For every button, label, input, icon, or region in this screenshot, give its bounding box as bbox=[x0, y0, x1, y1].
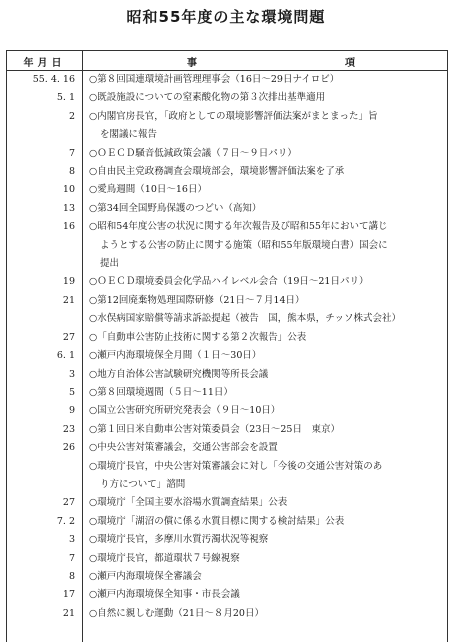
row-date: 26 bbox=[62, 442, 75, 454]
row-date: 6. 1 bbox=[56, 350, 75, 362]
table-row bbox=[7, 550, 447, 568]
event-line: ○環境庁「湖沼の償に係る水質目標に関する検討結果」公表 bbox=[89, 515, 345, 527]
event-line: ○瀬戸内海環境保全月間（１日～30日） bbox=[89, 350, 262, 362]
event-line: ○第８回国連環境計画管理理事会（16日～29日ナイロビ） bbox=[89, 74, 340, 85]
table-row bbox=[7, 310, 447, 328]
event-line: を閣議に報告 bbox=[100, 129, 158, 141]
row-event bbox=[89, 494, 441, 512]
event-line: 提出 bbox=[100, 258, 120, 270]
page-title: 昭和55年度の主な環境問題 bbox=[126, 8, 326, 26]
row-event bbox=[89, 218, 441, 273]
event-line: ○瀬戸内海環境保全知事・市長会議 bbox=[89, 589, 240, 601]
row-date: 7 bbox=[68, 147, 75, 159]
table-row bbox=[7, 494, 447, 512]
row-date: 27 bbox=[62, 497, 75, 509]
row-date: 3 bbox=[68, 534, 75, 546]
row-event bbox=[89, 89, 441, 107]
event-line: ○環境庁長官，都道環状７号線視察 bbox=[89, 552, 240, 564]
event-line: ○第８回環境週間（５日～11日） bbox=[89, 386, 233, 398]
event-line: ○第34回全国野鳥保護のつどい（高知） bbox=[89, 202, 262, 214]
event-line: ○自然に親しむ運動（21日～８月20日） bbox=[89, 607, 264, 619]
row-date: 9 bbox=[68, 405, 75, 417]
table-row bbox=[7, 218, 447, 273]
event-line: ○第１回日米自動車公害対策委員会（23日～25日 東京） bbox=[89, 423, 340, 435]
table-row bbox=[7, 347, 447, 365]
row-event bbox=[89, 292, 441, 310]
table-row bbox=[7, 181, 447, 199]
table-row bbox=[7, 531, 447, 549]
row-event bbox=[89, 586, 441, 604]
row-event bbox=[89, 384, 441, 402]
row-event bbox=[89, 568, 441, 586]
table-row bbox=[7, 513, 447, 531]
row-event bbox=[89, 273, 441, 291]
row-date: 21 bbox=[62, 294, 75, 306]
row-date: 5. 1 bbox=[56, 92, 75, 104]
event-line: ○環境庁「全国主要水浴場水質調査結果」公表 bbox=[89, 497, 288, 509]
header-event-right: 項 bbox=[345, 58, 355, 69]
table-row bbox=[7, 568, 447, 586]
event-line: ○内閣官房長官，「政府としての環境影響評価法案がまとまった」旨 bbox=[89, 110, 378, 122]
event-line: ○自由民主党政務調査会環境部会，環境影響評価法案を了承 bbox=[89, 166, 345, 178]
row-event bbox=[89, 163, 441, 181]
event-line: ○環境庁長官，中央公害対策審議会に対し「今後の交通公害対策のあ bbox=[89, 460, 383, 472]
event-line: ○中央公害対策審議会，交通公害部会を設置 bbox=[89, 442, 278, 454]
row-date: 19 bbox=[62, 276, 75, 288]
row-event bbox=[89, 421, 441, 439]
row-event bbox=[89, 550, 441, 568]
row-event bbox=[89, 108, 441, 145]
row-event bbox=[89, 531, 441, 549]
row-date: 13 bbox=[62, 202, 75, 214]
header-date: 年月日 bbox=[23, 58, 66, 69]
row-event bbox=[89, 605, 441, 623]
table-row bbox=[7, 108, 447, 145]
row-date: 27 bbox=[62, 331, 75, 343]
event-line: ○水俣病国家賠償等請求訴訟提起（被告 国，熊本県，チッソ株式会社） bbox=[89, 313, 402, 325]
table-row bbox=[7, 163, 447, 181]
table-row bbox=[7, 402, 447, 420]
event-line: ○昭和54年度公害の状況に関する年次報告及び昭和55年において講じ bbox=[89, 221, 388, 233]
event-line: ○ＯＥＣＤ騒音低減政策会議（７日～９日パリ） bbox=[89, 147, 297, 159]
row-event bbox=[89, 513, 441, 531]
table-row bbox=[7, 329, 447, 347]
table-row bbox=[7, 273, 447, 291]
row-date: 5 bbox=[68, 386, 75, 398]
table-row bbox=[7, 421, 447, 439]
event-line: ○地方自治体公害試験研究機関等所長会議 bbox=[89, 368, 269, 380]
event-line: ○「自動車公害防止技術に関する第２次報告」公表 bbox=[89, 331, 307, 343]
row-event bbox=[89, 402, 441, 420]
row-date: 23 bbox=[62, 423, 75, 435]
row-date: 16 bbox=[62, 221, 75, 233]
table-row bbox=[7, 586, 447, 604]
event-line: ○瀬戸内海環境保全審議会 bbox=[89, 570, 202, 582]
row-date: 3 bbox=[68, 368, 75, 380]
row-date: 2 bbox=[68, 110, 75, 122]
table-row bbox=[7, 366, 447, 384]
event-line: ○第12回廃棄物処理国際研修（21日～７月14日） bbox=[89, 294, 305, 306]
row-event bbox=[89, 71, 441, 89]
table-row bbox=[7, 605, 447, 623]
row-event bbox=[89, 329, 441, 347]
row-date: 17 bbox=[62, 589, 75, 601]
table-row bbox=[7, 439, 447, 457]
table-row bbox=[7, 145, 447, 163]
event-line: ○愛鳥週間（10日～16日） bbox=[89, 184, 207, 196]
table-row bbox=[7, 458, 447, 495]
event-line: ようとする公害の防止に関する施策（昭和55年版環境白書）国会に bbox=[100, 239, 388, 251]
event-line: ○環境庁長官，多摩川水質汚濁状況等視察 bbox=[89, 534, 269, 546]
header-event-left: 事 bbox=[187, 58, 197, 69]
table-header bbox=[7, 51, 447, 71]
table-body bbox=[7, 71, 447, 623]
table-row bbox=[7, 384, 447, 402]
events-table bbox=[6, 50, 448, 642]
row-date: 10 bbox=[62, 184, 75, 196]
row-event bbox=[89, 181, 441, 199]
event-line: ○国立公害研究所研究発表会（９日～10日） bbox=[89, 405, 281, 417]
event-line: ○ＯＥＣＤ環境委員会化学品ハイレベル会合（19日～21日パリ） bbox=[89, 276, 369, 288]
table-row bbox=[7, 71, 447, 89]
row-date: 8 bbox=[68, 166, 75, 178]
row-date: 8 bbox=[68, 570, 75, 582]
table-row bbox=[7, 89, 447, 107]
row-event bbox=[89, 347, 441, 365]
table-row bbox=[7, 200, 447, 218]
event-line: ○既設施設についての窒素酸化物の第３次排出基準適用 bbox=[89, 92, 326, 104]
row-date: 21 bbox=[62, 607, 75, 619]
row-event bbox=[89, 439, 441, 457]
row-date: 55. 4. 16 bbox=[32, 74, 75, 85]
row-event bbox=[89, 310, 441, 328]
row-event bbox=[89, 200, 441, 218]
row-event bbox=[89, 366, 441, 384]
row-event bbox=[89, 458, 441, 495]
row-event bbox=[89, 145, 441, 163]
row-date: 7 bbox=[68, 552, 75, 564]
row-date: 7. 2 bbox=[56, 515, 75, 527]
event-line: り方について」諮問 bbox=[100, 478, 186, 490]
table-row bbox=[7, 292, 447, 310]
